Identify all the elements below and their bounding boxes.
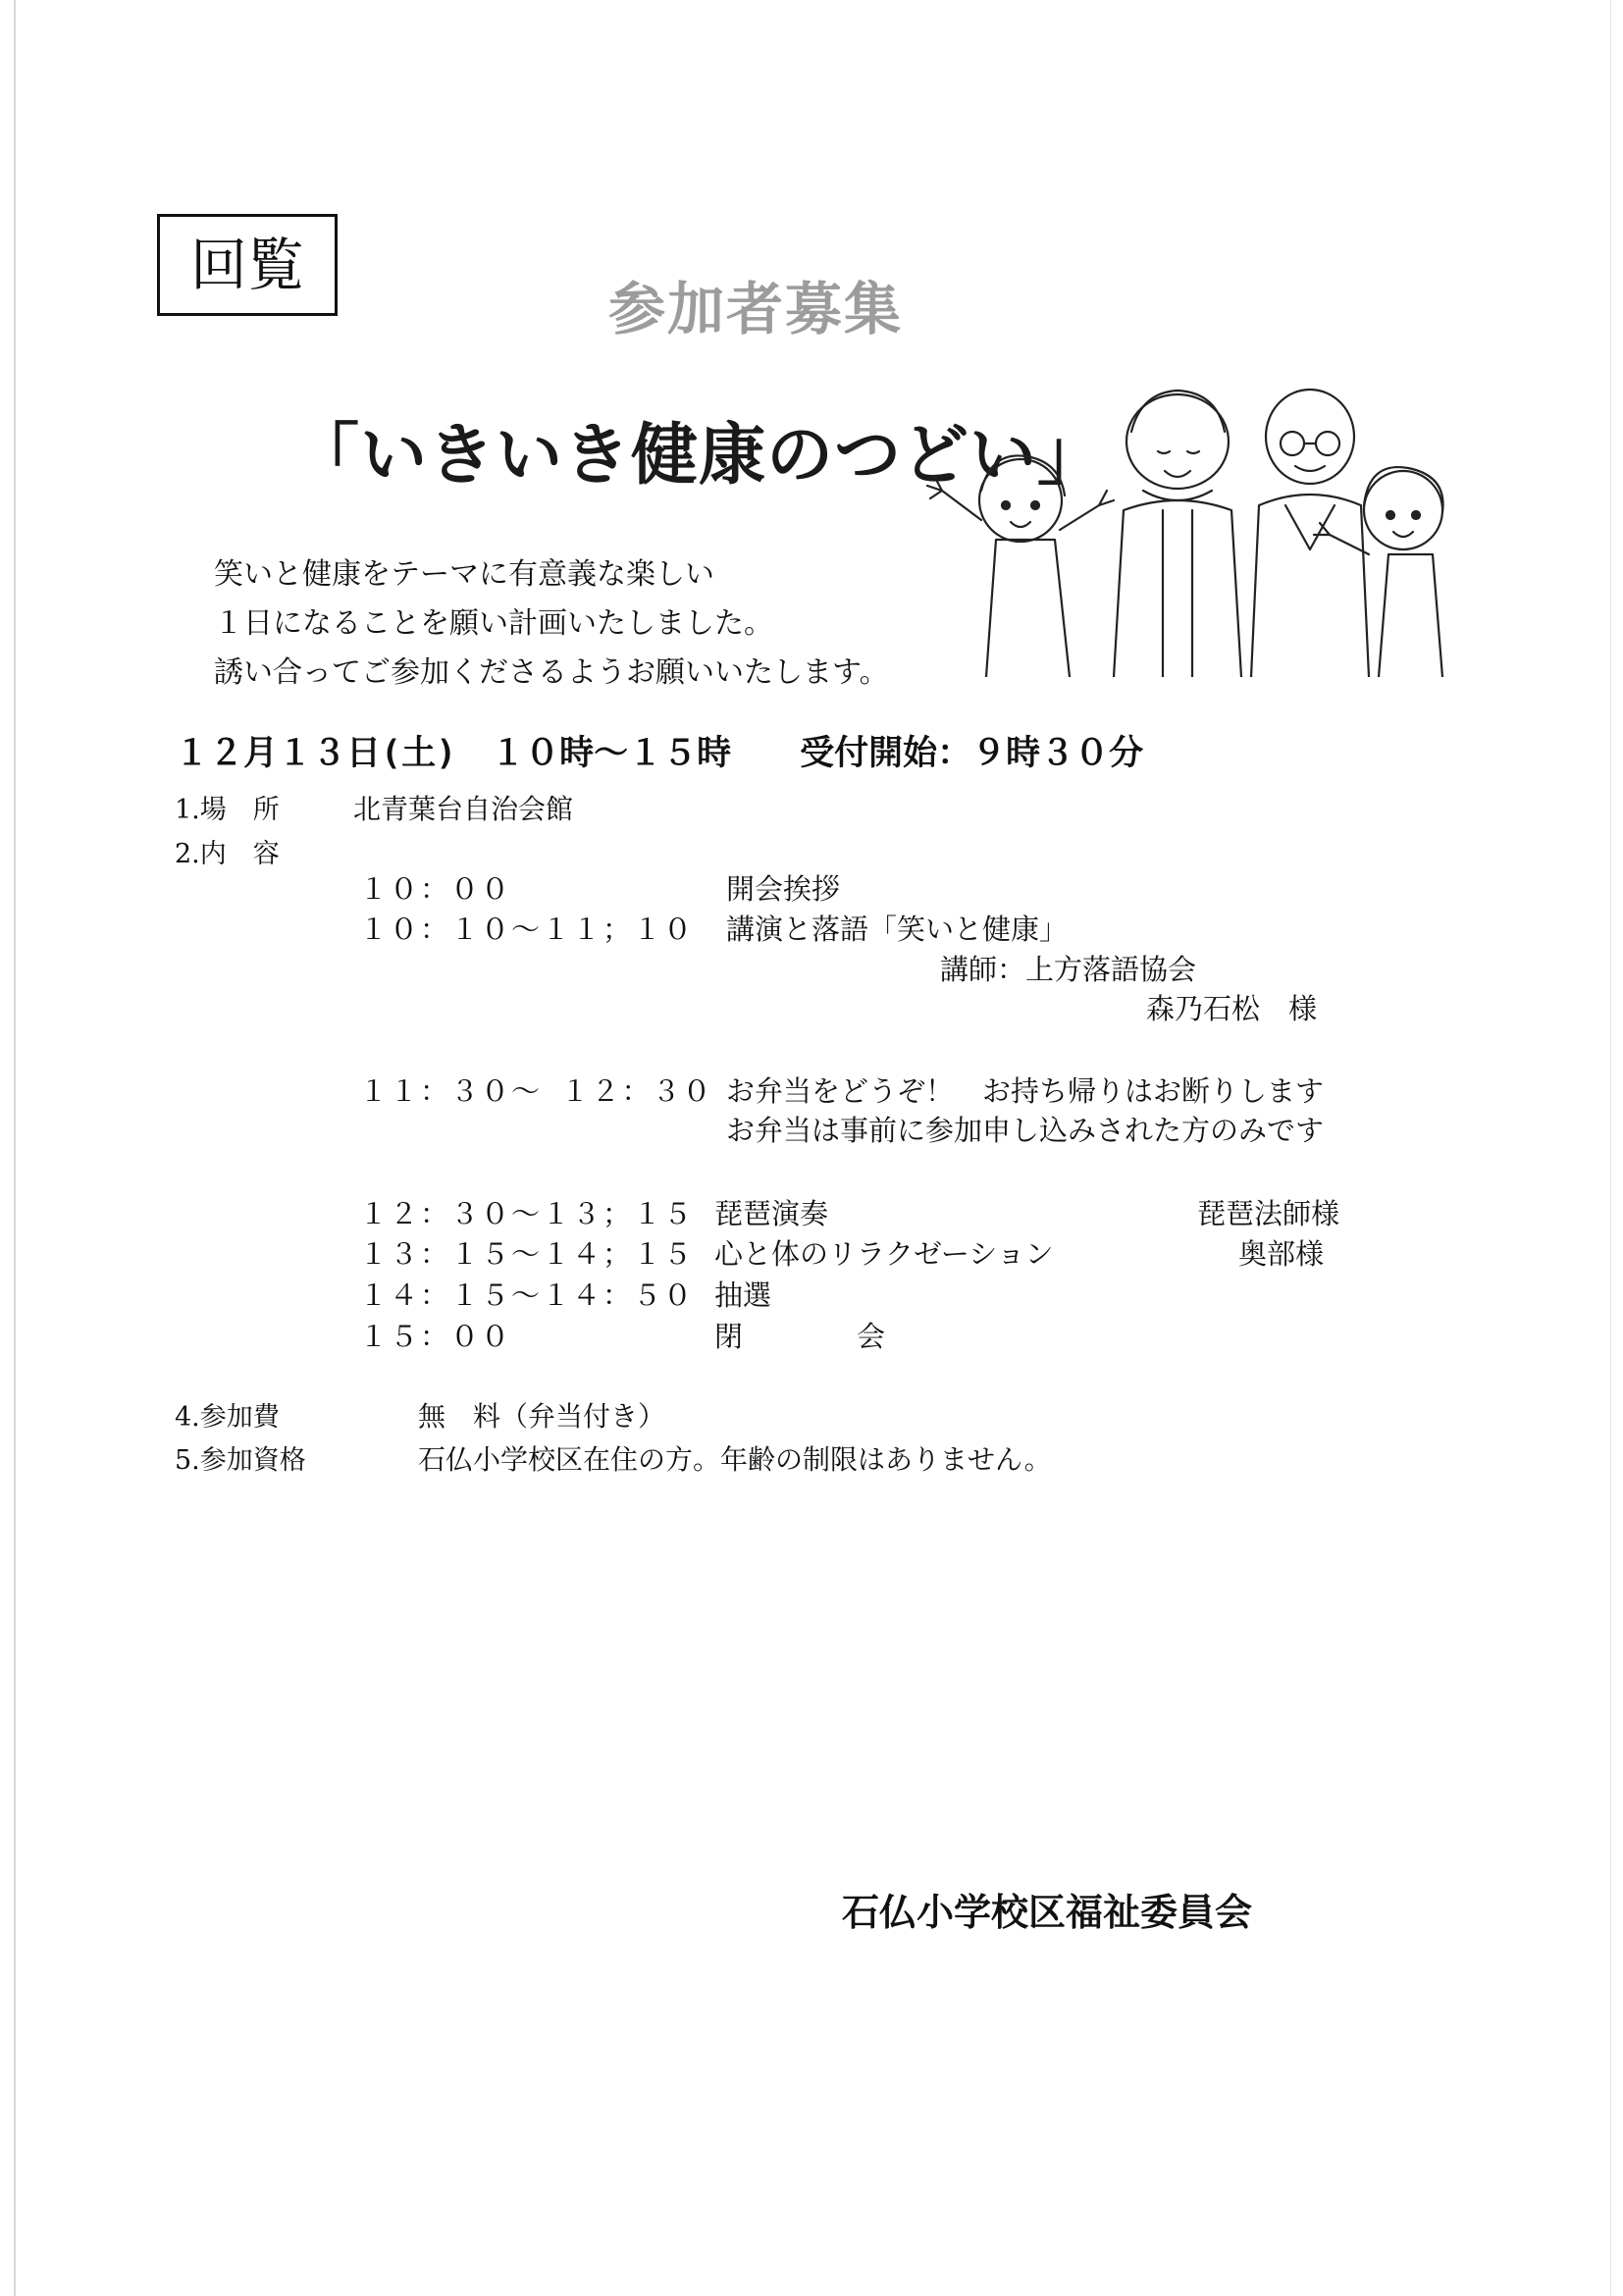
venue-value: 北青葉台自治会館 — [353, 793, 574, 825]
schedule-time: １４：１５～１４：５０ — [359, 1278, 695, 1312]
content-label: 2.内 容 — [175, 839, 280, 869]
venue-label: 1.場 所 — [175, 795, 280, 825]
schedule-item: 抽選 — [714, 1278, 772, 1312]
schedule-time: １１：３０～ １２：３０ — [359, 1074, 713, 1108]
schedule-person: 琵琶法師様 — [1197, 1197, 1340, 1230]
family-illustration — [908, 383, 1496, 677]
scan-edge-right — [1610, 0, 1611, 2296]
schedule-person: 奥部様 — [1238, 1237, 1325, 1271]
child-right-figure — [1314, 467, 1443, 677]
eligibility-label: 5.参加資格 — [175, 1445, 306, 1476]
intro-line-3: 誘い合ってご参加くださるようお願いいたします。 — [214, 655, 889, 690]
fee-label: 4.参加費 — [175, 1402, 280, 1433]
organizer-name: 石仏小学校区福祉委員会 — [842, 1891, 1253, 1934]
schedule-item: 心と体のリラクゼーション — [714, 1237, 1054, 1271]
child-left-figure — [927, 455, 1114, 677]
schedule-time: １５：００ — [359, 1320, 512, 1353]
schedule-item: 開会挨拶 — [726, 872, 841, 906]
schedule-item: 閉 会 — [714, 1320, 886, 1353]
scan-edge-left — [14, 0, 16, 2296]
event-date-time: １２月１３日(土) １０時～１５時 受付開始：９時３０分 — [175, 734, 1144, 773]
schedule-time: １２：３０～１３；１５ — [359, 1197, 695, 1230]
circulation-stamp: 回覧 — [157, 214, 338, 316]
intro-line-2: １日になることを願い計画いたしました。 — [214, 606, 773, 641]
schedule-item: 森乃石松 様 — [1146, 992, 1318, 1025]
schedule-item: お弁当は事前に参加申し込みされた方のみです — [726, 1114, 1325, 1147]
schedule-item: 講師：上方落語協会 — [940, 953, 1197, 986]
recruit-heading: 参加者募集 — [608, 276, 904, 342]
eligibility-value: 石仏小学校区在住の方。年齢の制限はありません。 — [418, 1443, 1052, 1476]
event-title: 「いきいき健康のつどい」 — [292, 417, 1106, 495]
schedule-time: １０：００ — [359, 872, 512, 906]
schedule-item: 講演と落語「笑いと健康」 — [726, 913, 1069, 946]
schedule-time: １３：１５～１４；１５ — [359, 1237, 695, 1271]
schedule-item: お弁当をどうぞ！ お持ち帰りはお断りします — [726, 1074, 1325, 1108]
intro-line-1: 笑いと健康をテーマに有意義な楽しい — [214, 557, 714, 592]
fee-value: 無 料（弁当付き） — [418, 1400, 666, 1433]
schedule-time: １０：１０～１１；１０ — [359, 913, 695, 946]
grandmother-figure — [1114, 391, 1241, 677]
grandfather-figure — [1251, 390, 1369, 677]
schedule-item: 琵琶演奏 — [714, 1197, 829, 1230]
